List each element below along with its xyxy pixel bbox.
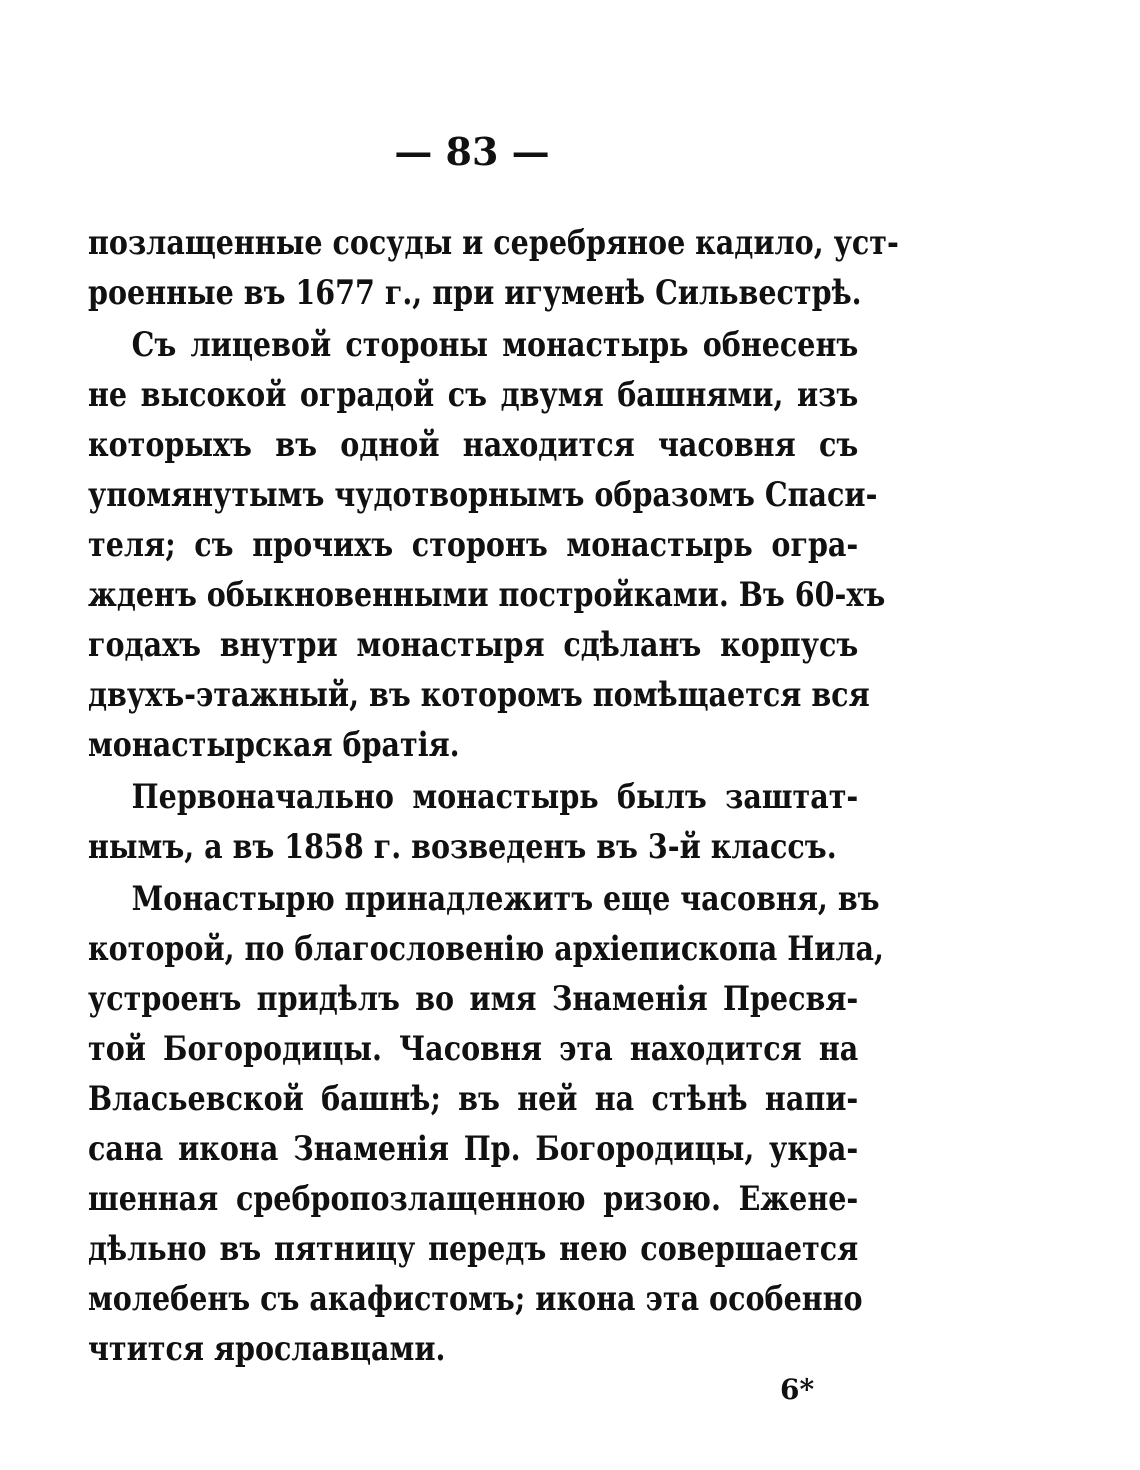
text-line: не высокой оградой съ двумя башнями, изъ <box>88 375 859 415</box>
text-line: двухъ-этажный, въ которомъ помѣщается вся <box>88 675 870 715</box>
signature-mark: 6* <box>780 1373 815 1406</box>
text-line: годахъ внутри монастыря сдѣланъ корпусъ <box>88 625 859 665</box>
text-line: упомянутымъ чудотворнымъ образомъ Спаси- <box>88 475 878 515</box>
text-line: монастырская братія. <box>88 725 460 765</box>
body-text <box>88 218 899 1374</box>
text-line: которыхъ въ одной находится часовня съ <box>88 425 859 465</box>
text-line: чтится ярославцами. <box>88 1329 446 1369</box>
text-line: Власьевской башнѣ; въ ней на стѣнѣ напи- <box>88 1079 859 1119</box>
text-line: Съ лицевой стороны монастырь обнесенъ <box>131 325 859 365</box>
text-line: теля; съ прочихъ сторонъ монастырь огра- <box>88 525 859 565</box>
page-number: — 83 — <box>394 129 550 174</box>
text-line: шенная сребропозлащенною ризою. Еженe- <box>88 1179 859 1219</box>
text-line: Первоначально монастырь былъ заштат- <box>131 777 859 817</box>
text-line: роенные въ 1677 г., при игуменѣ Сильвестрѣ. <box>88 273 862 313</box>
text-line: нымъ, а въ 1858 г. возведенъ въ 3-й классъ. <box>88 827 837 867</box>
text-line: позлащенные сосуды и серебряное кадило, уст- <box>88 223 899 263</box>
text-line: устроенъ придѣлъ во имя Знаменія Пресвя- <box>88 979 859 1019</box>
text-line: молебенъ съ акафистомъ; икона эта особенно <box>88 1279 863 1319</box>
text-line: жденъ обыкновенными постройками. Въ 60-хъ <box>88 575 886 615</box>
text-line: которой, по благословенію архіепископа Нила, <box>88 929 885 969</box>
text-line: Монастырю принадлежитъ еще часовня, въ <box>131 879 880 919</box>
text-line: той Богородицы. Часовня эта находится на <box>88 1029 859 1069</box>
text-line: дѣльно въ пятницу передъ нею совершается <box>88 1229 859 1269</box>
text-line: сана икона Знаменія Пр. Богородицы, укра- <box>88 1129 859 1169</box>
